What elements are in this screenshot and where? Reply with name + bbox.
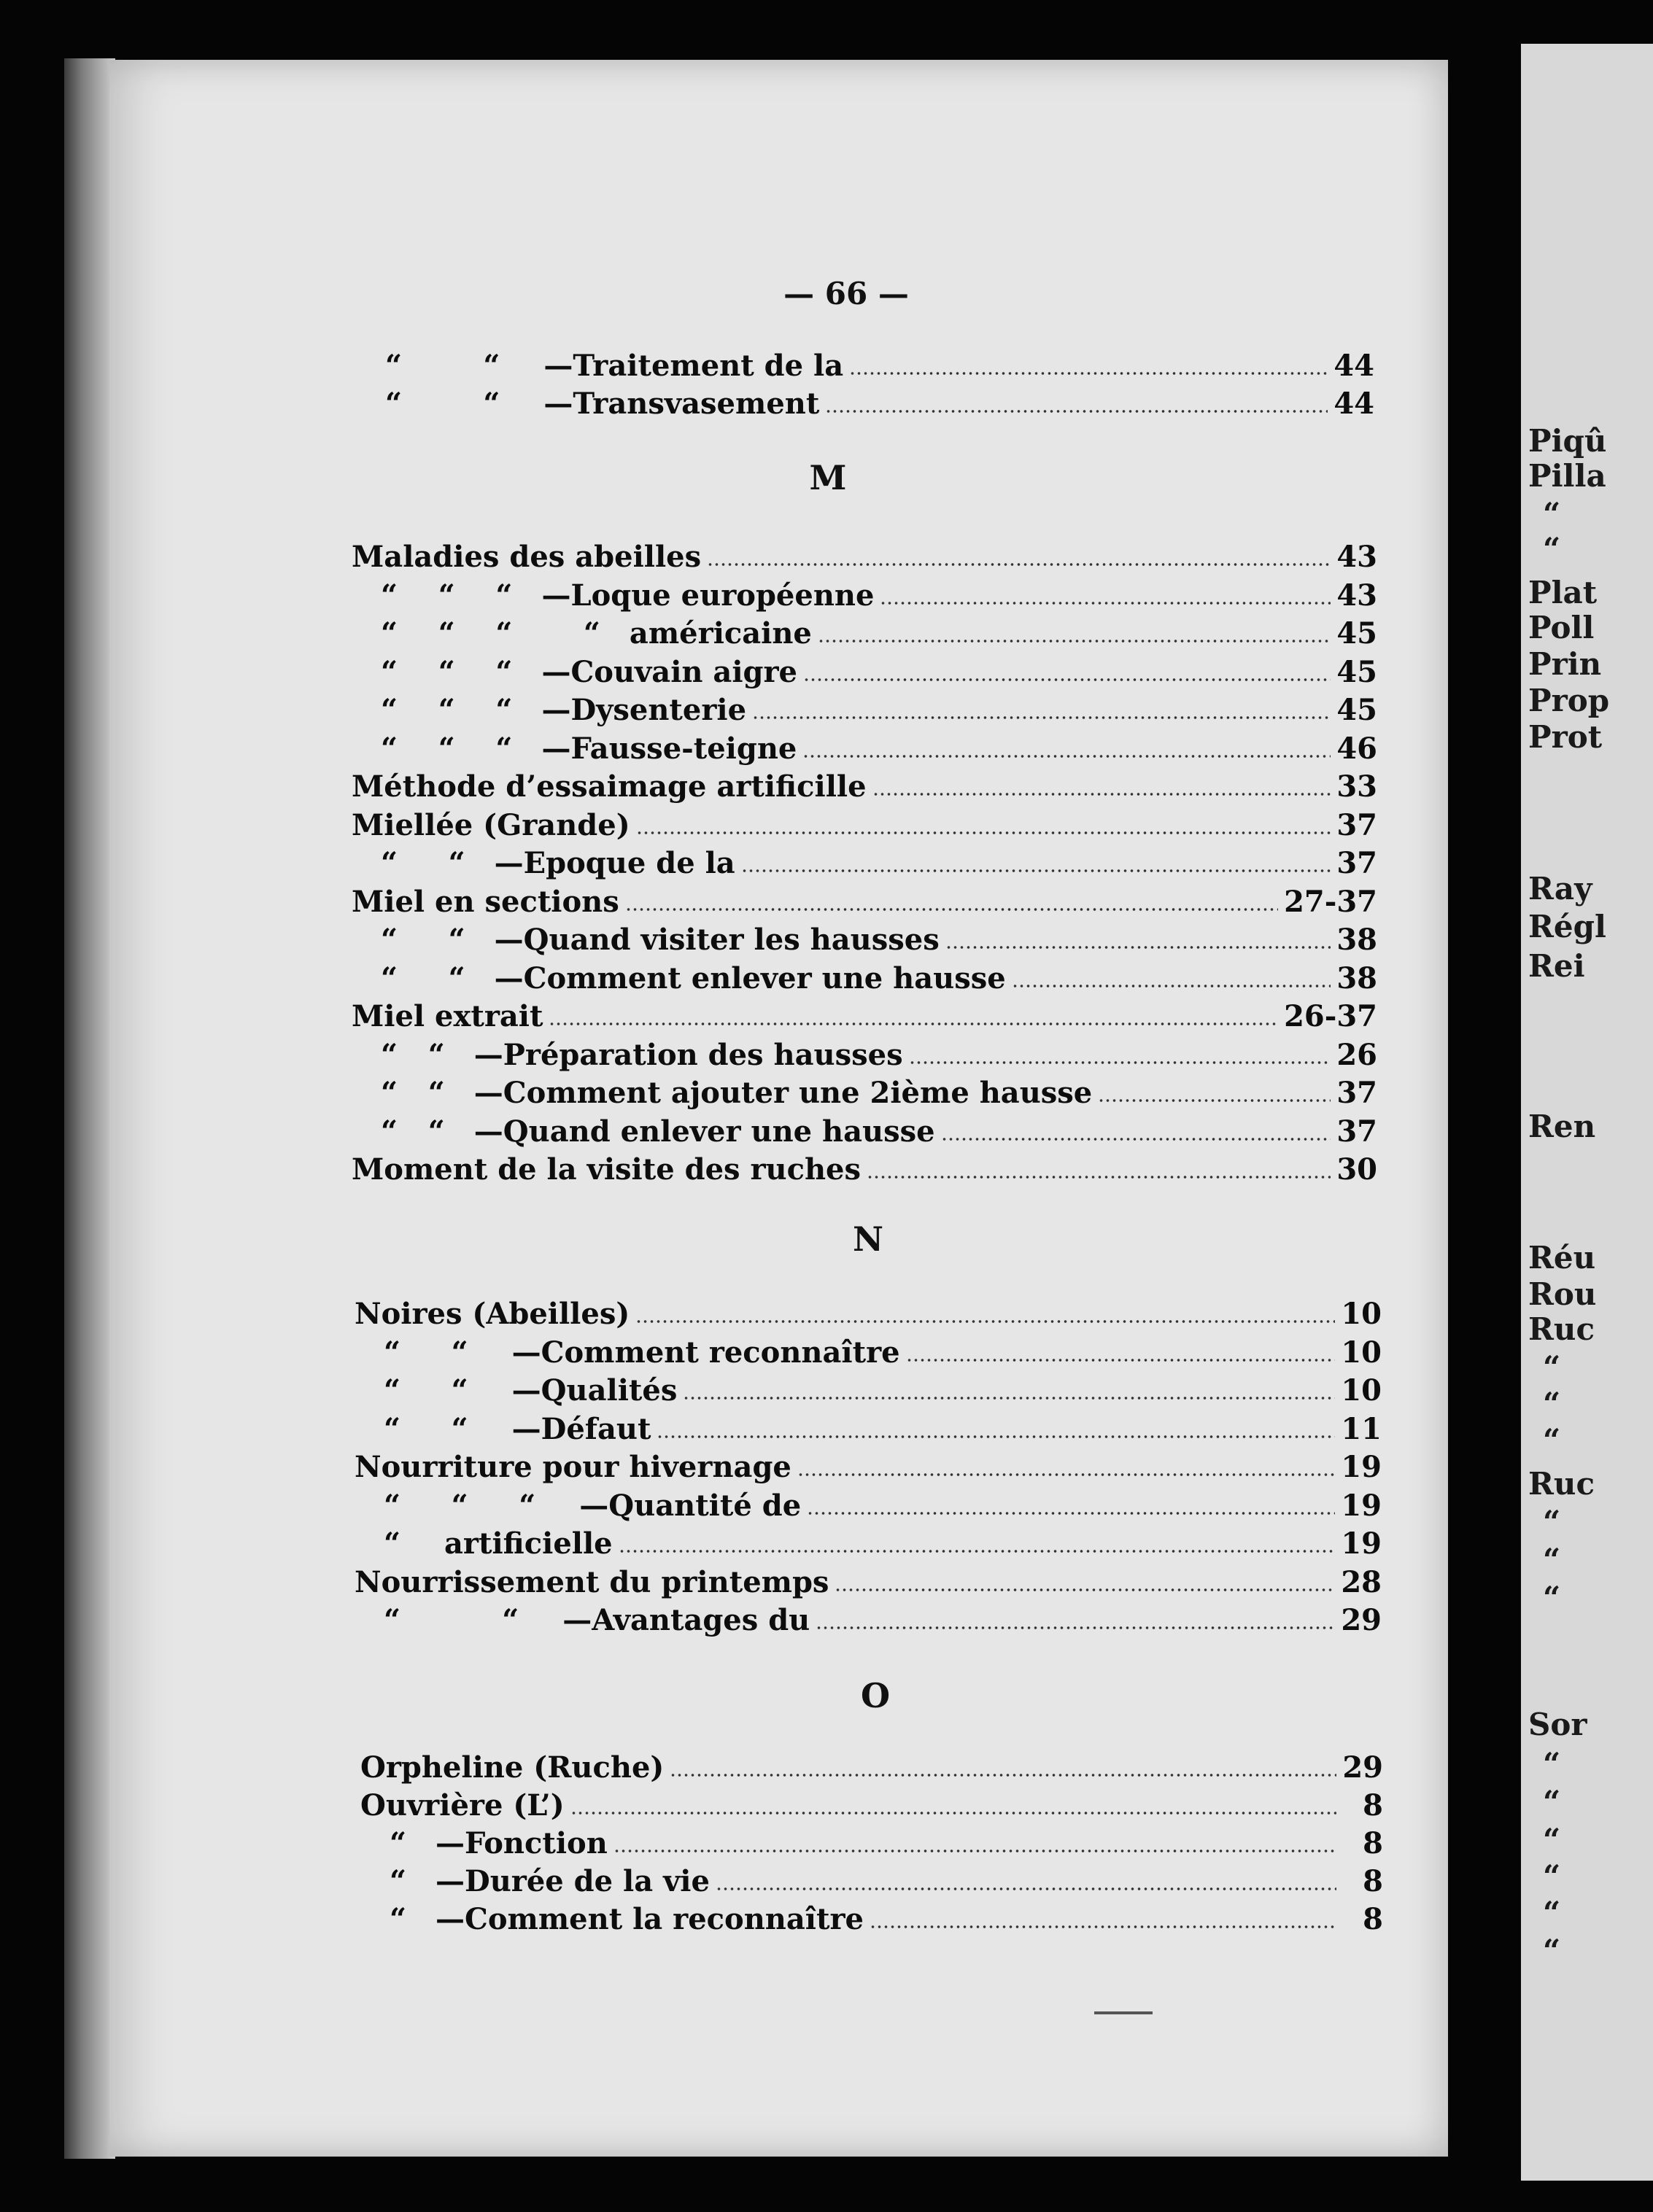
ditto-marks: “ <box>390 1902 407 1936</box>
dot-leader <box>945 944 1331 950</box>
entry-label: —Comment enlever une hausse <box>494 961 1006 996</box>
dot-leader <box>849 370 1328 376</box>
page-reference: 28 <box>1341 1564 1382 1599</box>
section-letter-o: O <box>860 1676 891 1715</box>
facing-page-fragment: “ <box>1543 1933 1561 1968</box>
dot-leader <box>619 1548 1335 1554</box>
index-entry <box>360 1750 1383 1785</box>
index-entry <box>352 769 1377 804</box>
dot-leader <box>670 1772 1336 1778</box>
dot-leader <box>872 791 1331 797</box>
entry-label: Maladies des abeilles <box>352 540 702 574</box>
ditto-marks: “ “ <box>384 1411 468 1446</box>
dot-leader <box>752 715 1331 721</box>
dot-leader <box>909 1060 1331 1066</box>
entry-label: —Transvasement <box>543 387 820 421</box>
entry-label: —Durée de la vie <box>435 1864 710 1898</box>
page-reference: 10 <box>1341 1373 1382 1408</box>
facing-page-fragment: “ <box>1543 1858 1561 1894</box>
facing-page-fragment: Pilla <box>1528 458 1606 494</box>
ditto-marks: “ “ <box>381 846 465 880</box>
page-reference: 44 <box>1333 349 1374 383</box>
index-entry <box>356 349 1374 384</box>
entry-label: —Loque européenne <box>541 578 875 613</box>
ditto-marks: “ “ <box>385 387 500 421</box>
ditto-marks: “ “ <box>381 1076 445 1110</box>
entry-label: —Couvain aigre <box>541 654 798 689</box>
entry-label: —Epoque de la <box>494 846 735 880</box>
bottom-rule <box>1094 2011 1153 2014</box>
dot-leader <box>625 907 1278 912</box>
ditto-marks: “ “ “ <box>384 1488 536 1523</box>
entry-label: —Préparation des hausses <box>473 1037 903 1072</box>
page-reference: 29 <box>1341 1603 1382 1637</box>
page-reference: 45 <box>1336 616 1377 651</box>
ditto-marks: “ <box>390 1864 407 1898</box>
ditto-marks: “ “ <box>384 1335 468 1370</box>
page-reference: 44 <box>1333 387 1374 421</box>
dot-leader <box>657 1434 1335 1440</box>
index-entry <box>352 731 1377 767</box>
dot-leader <box>707 562 1331 567</box>
page-reference: 38 <box>1336 961 1377 996</box>
facing-page-fragment: Rei <box>1528 948 1585 984</box>
ditto-marks: “ “ “ <box>381 654 513 689</box>
index-entry <box>352 655 1377 690</box>
ditto-marks: “ “ “ <box>381 731 513 766</box>
dot-leader <box>636 830 1331 836</box>
facing-page-fragment: “ <box>1543 496 1561 532</box>
facing-page-fragment: “ <box>1543 531 1561 567</box>
dot-leader <box>870 1924 1336 1930</box>
entry-label: —Fausse-teigne <box>541 731 797 766</box>
page-reference: 8 <box>1363 1864 1383 1898</box>
facing-page-fragment: Plat <box>1528 575 1598 610</box>
index-entry <box>352 616 1377 651</box>
facing-page-fragment: “ <box>1543 1422 1561 1458</box>
index-entry <box>352 1152 1377 1187</box>
entry-label: artificielle <box>444 1526 613 1561</box>
dot-leader <box>906 1357 1335 1363</box>
page-reference: 19 <box>1341 1526 1382 1561</box>
facing-page <box>1521 44 1653 2181</box>
ditto-marks: “ “ <box>385 349 500 383</box>
page-reference: 11 <box>1341 1411 1382 1446</box>
facing-page-fragment: Réu <box>1528 1240 1596 1276</box>
facing-page-fragment: “ <box>1543 1746 1561 1782</box>
entry-label: Miel extrait <box>352 999 543 1033</box>
entry-label: Méthode d’essaimage artificille <box>352 769 867 804</box>
dot-leader <box>797 1472 1335 1478</box>
page-reference: 26 <box>1336 1037 1377 1072</box>
facing-page-fragment: Ren <box>1528 1109 1596 1144</box>
page-reference: 33 <box>1336 769 1377 804</box>
entry-label: —Quantité de <box>579 1488 802 1523</box>
entry-label: Moment de la visite des ruches <box>352 1152 862 1187</box>
facing-page-fragment: Rou <box>1528 1276 1597 1312</box>
index-entry <box>352 923 1377 958</box>
index-entry <box>355 1335 1382 1370</box>
ditto-marks: “ “ <box>381 1114 445 1149</box>
entry-label: américaine <box>629 616 812 651</box>
index-entry <box>352 578 1377 613</box>
entry-label: Ouvrière (L’) <box>360 1788 565 1823</box>
index-entry <box>352 1114 1377 1149</box>
entry-label: Nourrissement du printemps <box>355 1564 829 1599</box>
page-reference: 30 <box>1336 1152 1377 1187</box>
page-reference: 46 <box>1336 731 1377 766</box>
facing-page-fragment: Piqû <box>1528 423 1607 459</box>
index-entry <box>352 693 1377 728</box>
facing-page-fragment: Régl <box>1528 909 1606 944</box>
entry-label: —Comment reconnaître <box>511 1335 900 1370</box>
dot-leader <box>683 1395 1335 1401</box>
entry-label: Miel en sections <box>352 884 619 919</box>
index-entry <box>355 1603 1382 1638</box>
index-entry <box>360 1864 1383 1899</box>
dot-leader <box>867 1174 1331 1180</box>
page-reference: 10 <box>1341 1297 1382 1331</box>
dot-leader <box>802 753 1331 759</box>
page-reference: 26-37 <box>1284 999 1377 1033</box>
page-reference: 10 <box>1341 1335 1382 1370</box>
facing-page-fragment: “ <box>1543 1504 1561 1540</box>
page-reference: 27-37 <box>1284 884 1377 919</box>
dot-leader <box>880 600 1331 606</box>
index-entry <box>352 885 1377 920</box>
dot-leader <box>835 1587 1335 1593</box>
entry-label: —Comment la reconnaître <box>435 1902 864 1936</box>
page-reference: 37 <box>1336 1076 1377 1110</box>
page-reference: 43 <box>1336 578 1377 613</box>
entry-label: Miellée (Grande) <box>352 807 630 842</box>
index-entry <box>352 540 1377 575</box>
index-entry <box>360 1826 1383 1861</box>
dot-leader <box>825 408 1328 414</box>
page-reference: 45 <box>1336 654 1377 689</box>
ditto-marks: “ “ “ “ <box>381 616 600 651</box>
facing-page-fragment: “ <box>1543 1784 1561 1820</box>
facing-page-fragment: Prot <box>1528 719 1603 755</box>
index-entry <box>352 999 1377 1034</box>
entry-label: —Traitement de la <box>543 349 844 383</box>
dot-leader <box>807 1510 1335 1516</box>
page-reference: 37 <box>1336 1114 1377 1149</box>
index-entry <box>352 846 1377 881</box>
page-reference: 19 <box>1341 1488 1382 1523</box>
dot-leader <box>549 1021 1278 1027</box>
index-entry <box>355 1489 1382 1524</box>
page-reference: 8 <box>1363 1788 1383 1823</box>
index-entry <box>352 808 1377 843</box>
index-entry <box>355 1526 1382 1561</box>
entry-label: —Dysenterie <box>541 693 747 727</box>
facing-page-fragment: Poll <box>1528 610 1595 645</box>
facing-page-fragment: Ray <box>1528 871 1592 907</box>
entry-label: —Avantages du <box>562 1603 810 1637</box>
index-entry <box>355 1297 1382 1332</box>
ditto-marks: “ <box>390 1826 407 1860</box>
index-entry <box>352 1076 1377 1111</box>
page-reference: 29 <box>1342 1750 1383 1785</box>
ditto-marks: “ “ <box>381 923 465 957</box>
dot-leader <box>1098 1098 1331 1103</box>
entry-label: Noires (Abeilles) <box>355 1297 630 1331</box>
dot-leader <box>816 1625 1335 1631</box>
dot-leader <box>716 1886 1336 1892</box>
page-reference: 45 <box>1336 693 1377 727</box>
dot-leader <box>570 1810 1336 1816</box>
entry-label: —Comment ajouter une 2ième hausse <box>473 1076 1093 1110</box>
index-entry <box>355 1412 1382 1447</box>
dot-leader <box>635 1319 1335 1324</box>
entry-label: —Quand visiter les hausses <box>494 923 940 957</box>
facing-page-fragment: Ruc <box>1528 1311 1595 1347</box>
facing-page-fragment: Prin <box>1528 646 1602 682</box>
facing-page-fragment: “ <box>1543 1386 1561 1421</box>
entry-label: —Fonction <box>435 1826 608 1860</box>
index-entry <box>356 387 1374 422</box>
book-spine-shadow <box>64 58 115 2159</box>
dot-leader <box>1012 983 1331 989</box>
facing-page-fragment: “ <box>1543 1542 1561 1577</box>
ditto-marks: “ “ <box>384 1603 519 1637</box>
dot-leader <box>818 638 1331 644</box>
facing-page-fragment: “ <box>1543 1349 1561 1385</box>
entry-label: —Quand enlever une hausse <box>473 1114 935 1149</box>
index-entry <box>355 1565 1382 1600</box>
page-reference: 19 <box>1341 1450 1382 1484</box>
entry-label: Orpheline (Ruche) <box>360 1750 665 1785</box>
dot-leader <box>741 868 1331 874</box>
index-entry <box>355 1373 1382 1408</box>
page-number: — 66 — <box>783 276 909 311</box>
index-entry <box>360 1788 1383 1823</box>
page-reference: 8 <box>1363 1902 1383 1936</box>
ditto-marks: “ “ “ <box>381 693 513 727</box>
book-gutter <box>1448 44 1521 2181</box>
page-reference: 37 <box>1336 846 1377 880</box>
index-entry <box>352 961 1377 996</box>
dot-leader <box>613 1848 1336 1854</box>
facing-page-fragment: Prop <box>1528 683 1610 718</box>
entry-label: Nourriture pour hivernage <box>355 1450 791 1484</box>
entry-label: —Défaut <box>511 1411 651 1446</box>
ditto-marks: “ “ <box>384 1373 468 1408</box>
facing-page-fragment: “ <box>1543 1822 1561 1858</box>
page-reference: 37 <box>1336 807 1377 842</box>
ditto-marks: “ “ “ <box>381 578 513 613</box>
facing-page-fragment: Sor <box>1528 1707 1587 1742</box>
index-entry <box>360 1902 1383 1937</box>
dot-leader <box>803 677 1331 683</box>
ditto-marks: “ “ <box>381 961 465 996</box>
entry-label: —Qualités <box>511 1373 678 1408</box>
section-letter-n: N <box>852 1219 884 1259</box>
page-reference: 8 <box>1363 1826 1383 1860</box>
dot-leader <box>941 1136 1331 1142</box>
facing-page-fragment: “ <box>1543 1895 1561 1930</box>
ditto-marks: “ <box>384 1526 401 1561</box>
facing-page-fragment: Ruc <box>1528 1466 1595 1502</box>
index-entry <box>352 1038 1377 1073</box>
index-entry <box>355 1450 1382 1485</box>
facing-page-fragment: “ <box>1543 1580 1561 1615</box>
ditto-marks: “ “ <box>381 1037 445 1072</box>
section-letter-m: M <box>809 458 847 497</box>
page-reference: 38 <box>1336 923 1377 957</box>
page-reference: 43 <box>1336 540 1377 574</box>
